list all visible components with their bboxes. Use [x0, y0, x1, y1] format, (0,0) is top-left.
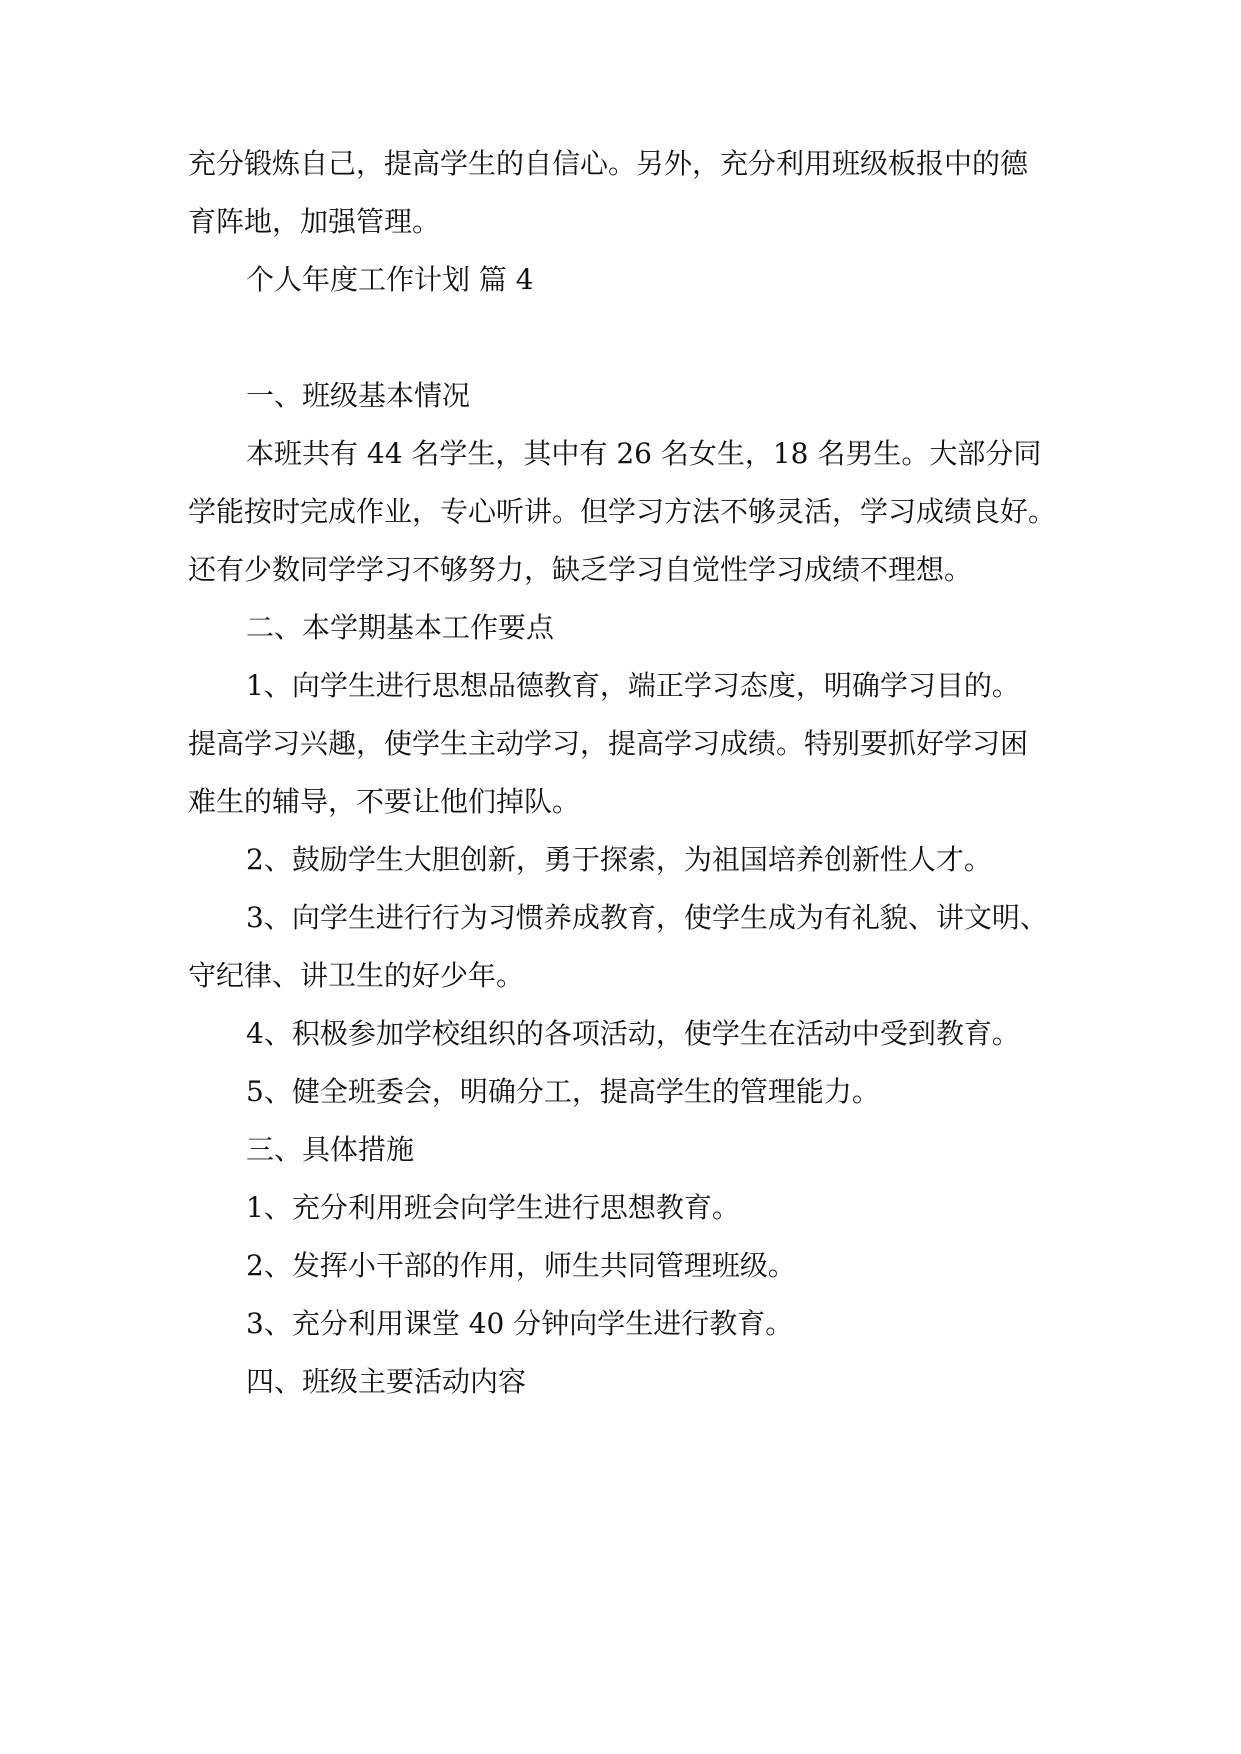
text-line: 提高学习兴趣，使学生主动学习，提高学习成绩。特别要抓好学习困 [188, 727, 1029, 760]
heading-3: 三、具体措施 [246, 1133, 415, 1166]
list-item: 5、健全班委会，明确分工，提高学生的管理能力。 [246, 1075, 880, 1108]
text-line: 充分锻炼自己，提高学生的自信心。另外，充分利用班级板报中的德 [188, 147, 1029, 180]
list-item: 2、发挥小干部的作用，师生共同管理班级。 [246, 1249, 796, 1282]
heading-1: 一、班级基本情况 [246, 379, 471, 412]
text-line: 守纪律、讲卫生的好少年。 [188, 959, 525, 992]
list-item: 2、鼓励学生大胆创新，勇于探索，为祖国培养创新性人才。 [246, 843, 992, 876]
heading-4: 四、班级主要活动内容 [246, 1365, 527, 1398]
text-line: 学能按时完成作业，专心听讲。但学习方法不够灵活，学习成绩良好。 [188, 495, 1057, 528]
list-item: 4、积极参加学校组织的各项活动，使学生在活动中受到教育。 [246, 1017, 1020, 1050]
section-title: 个人年度工作计划 篇 4 [246, 263, 534, 296]
list-item: 1、向学生进行思想品德教育，端正学习态度，明确学习目的。 [246, 669, 1020, 702]
text-line: 育阵地，加强管理。 [188, 205, 441, 238]
text-line: 还有少数同学学习不够努力，缺乏学习自觉性学习成绩不理想。 [188, 553, 973, 586]
list-item: 3、向学生进行行为习惯养成教育，使学生成为有礼貌、讲文明、 [246, 901, 1048, 934]
text-line: 本班共有 44 名学生，其中有 26 名女生，18 名男生。大部分同 [246, 437, 1042, 470]
text-line: 难生的辅导，不要让他们掉队。 [188, 785, 581, 818]
heading-2: 二、本学期基本工作要点 [246, 611, 555, 644]
list-item: 3、充分利用课堂 40 分钟向学生进行教育。 [246, 1307, 794, 1340]
list-item: 1、充分利用班会向学生进行思想教育。 [246, 1191, 740, 1224]
